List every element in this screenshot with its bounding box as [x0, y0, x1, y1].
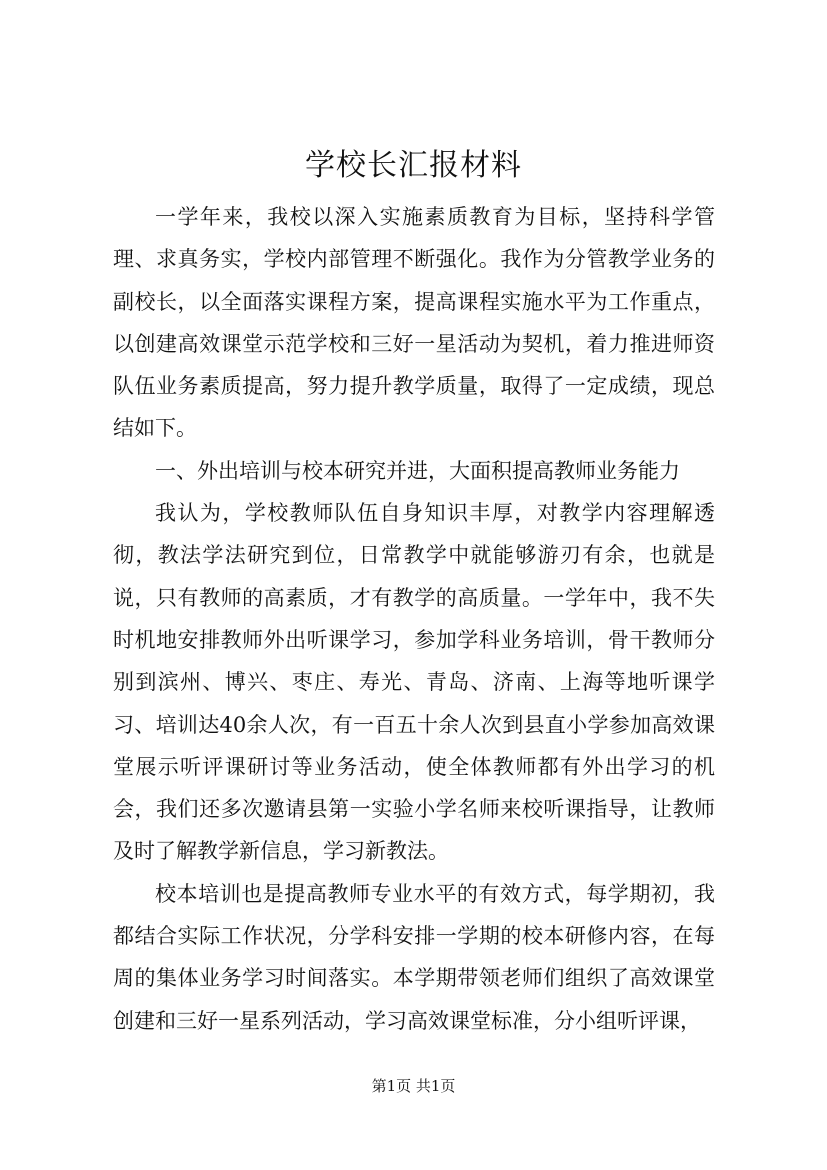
document-title: 学校长汇报材料 — [305, 148, 522, 183]
paragraph-training: 我认为，学校教师队伍自身知识丰厚，对教学内容理解透彻，教法学法研究到位，日常教学中就能够游刃有余，也就是说，只有教师的高素质，才有教学的高质量。一学年中，我不失时机地安排教师外出听课学习，参加学科业务培训，骨干教师分别到滨州、博兴、枣庄、寿光、青岛、济南、上海等地听课学习、培训达40余人次，有一百五十余人次到县直小学参加高效课堂展示听评课研讨等业务活动，使全体教师都有外出学习的机会，我们还多次邀请县第一实验小学名师来校听课指导，让教师及时了解教学新信息，学习新教法。 — [113, 501, 715, 864]
section-heading-1: 一、外出培训与校本研究并进，大面积提高教师业务能力 — [155, 458, 680, 483]
page-footer: 第1页 共1页 — [371, 1077, 456, 1095]
document-body — [113, 196, 715, 1042]
paragraph-intro: 一学年来，我校以深入实施素质教育为目标，坚持科学管理、求真务实，学校内部管理不断强化。我作为分管教学业务的副校长，以全面落实课程方案，提高课程实施水平为工作重点，以创建高效课堂示范学校和三好一星活动为契机，着力推进师资队伍业务素质提高，努力提升教学质量，取得了一定成绩，现总结如下。 — [113, 205, 715, 441]
paragraph-school-based-training: 校本培训也是提高教师专业水平的有效方式，每学期初，我都结合实际工作状况，分学科安排一学期的校本研修内容，在每周的集体业务学习时间落实。本学期带领老师们组织了高效课堂创建和三好一星系列活动，学习高效课堂标准，分小组听评课， — [113, 881, 715, 1033]
